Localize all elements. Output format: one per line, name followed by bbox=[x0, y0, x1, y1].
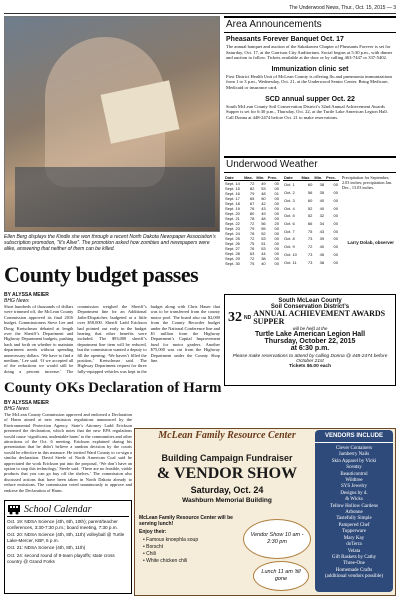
weather-cell: 00 bbox=[333, 190, 338, 196]
vendors-title: VENDORS INCLUDE bbox=[315, 430, 393, 443]
weather-cell: Sept. 18 bbox=[225, 201, 240, 206]
harm-headline: County OKs Declaration of Harm bbox=[4, 380, 222, 396]
budget-byline: BY ALYSSA MEIER bbox=[4, 292, 49, 298]
weather-cell: Sept. 14 bbox=[225, 181, 240, 186]
weather-cell: 51 bbox=[261, 241, 266, 246]
weather-cell: 40 bbox=[261, 261, 266, 266]
vendor-item: Mary Kay bbox=[343, 535, 365, 541]
weather-cell: 43 bbox=[319, 228, 325, 234]
menu-item: • White chicken chili bbox=[143, 558, 188, 564]
weather-header: Min. bbox=[255, 175, 266, 181]
weather-cell: Oct. 1 bbox=[284, 182, 295, 188]
vendor-item: Velata bbox=[347, 548, 361, 554]
menu-item-label: Chili bbox=[146, 551, 156, 557]
weather-cell: Sept. 24 bbox=[225, 231, 240, 236]
weather-cell: 00 bbox=[333, 182, 338, 188]
vendor-item: Beauticontrol bbox=[340, 471, 368, 477]
school-calendar-title: School Calendar bbox=[24, 503, 92, 515]
weather-cell: Sept. 30 bbox=[225, 261, 240, 266]
budget-article bbox=[4, 292, 220, 382]
weather-cell: 00 bbox=[274, 181, 279, 186]
menu-item: • Borscht bbox=[143, 544, 164, 550]
vendor-item: Skin Apparel by Vicki bbox=[331, 458, 377, 464]
weather-row bbox=[283, 181, 339, 189]
weather-cell: 56 bbox=[261, 221, 266, 226]
announcement-title: Immunization clinic set bbox=[271, 65, 349, 73]
vendor-item: Gift Baskets by Cathy bbox=[331, 554, 377, 560]
lunch-bubble: Lunch 11 am 'till gone bbox=[253, 561, 309, 591]
vendor-item: Tupperware bbox=[342, 529, 366, 535]
weather-cell: Oct. 2 bbox=[284, 190, 295, 196]
weather-row bbox=[283, 189, 339, 197]
weather-cell: 60 bbox=[307, 198, 313, 203]
weather-cell: 42 bbox=[261, 201, 266, 206]
weather-header: Date bbox=[283, 175, 301, 181]
budget-headline: County budget passes bbox=[4, 262, 199, 287]
weather-cell: 00 bbox=[274, 216, 279, 221]
weather-cell: 73 bbox=[307, 259, 313, 265]
weather-row bbox=[283, 197, 339, 205]
weather-cell: Sept. 26 bbox=[225, 241, 240, 246]
school-calendar bbox=[4, 500, 132, 594]
scd-will-be-held: will be held at the bbox=[292, 326, 328, 331]
vendor-item: Three-One bbox=[343, 561, 365, 567]
weather-cell: 00 bbox=[274, 201, 279, 206]
vendor-item: Homemade Crafts bbox=[335, 567, 373, 573]
menu-item-label: Borscht bbox=[146, 544, 164, 550]
weather-cell: Oct. 4 bbox=[284, 205, 295, 211]
vendor-item: SYS Jewelry bbox=[341, 484, 367, 490]
weather-cell: Oct. 9 bbox=[284, 244, 295, 250]
weather-cell: 76 bbox=[249, 246, 255, 251]
weather-cell: 38 bbox=[261, 256, 266, 261]
announcement-body: First District Health Unit of McLean County is offering flu and pneumonia immunizations from 1 to 3 p.m., Wednesday, Oct. 21, at the Underwood Senior Center. Bring Medicare, Medicaid or insurance card. bbox=[226, 73, 393, 90]
weather-cell: 73 bbox=[307, 251, 313, 257]
weather-cell: 53 bbox=[261, 246, 266, 251]
weather-row bbox=[283, 220, 339, 228]
fundraiser-org: McLean Family Resource Center bbox=[158, 430, 296, 441]
menu-item: • Chili bbox=[143, 551, 156, 557]
weather-row bbox=[283, 243, 339, 251]
vendor-item: Tastefully Simple bbox=[336, 516, 372, 522]
weather-table-left bbox=[224, 175, 280, 266]
weather-cell: 45 bbox=[319, 251, 325, 257]
vendor-item: Jamberry Nails bbox=[338, 452, 370, 458]
announcement-body: South McLean County Soil Conservation District’s 32nd Annual Achievement Awards Supper is set for 6:30 p.m., Thursday, Oct. 22, at the Turtle Lake American Legion Hall. Call Donna at 448-2474 before Oct. 21 to make reservations. bbox=[226, 103, 388, 120]
fundraiser-menu-intro: McLean Family Resource Center will be serving lunch! bbox=[139, 515, 233, 527]
scd-org-line1: South McLean County bbox=[278, 298, 342, 304]
weather-cell: 00 bbox=[274, 211, 279, 216]
weather-cell: 40 bbox=[319, 205, 325, 211]
weather-cell: 00 bbox=[274, 251, 279, 256]
weather-cell: 49 bbox=[261, 181, 266, 186]
harm-byline-sub: BHG News bbox=[4, 406, 29, 412]
weather-cell: Oct. 10 bbox=[284, 251, 297, 257]
weather-cell: 78 bbox=[249, 231, 255, 236]
weather-cell: 75 bbox=[249, 261, 255, 266]
weather-cell: Sept. 23 bbox=[225, 226, 240, 231]
weather-row bbox=[283, 235, 339, 243]
weather-cell: 00 bbox=[274, 206, 279, 211]
weather-table-right bbox=[283, 175, 339, 266]
weather-cell: 82 bbox=[249, 186, 255, 191]
weather-cell: 80 bbox=[249, 211, 255, 216]
scd-awards-ad bbox=[224, 294, 396, 386]
weather-cell: Oct. 3 bbox=[284, 198, 295, 203]
vendor-item: Arbonne bbox=[345, 510, 363, 516]
weather-row bbox=[283, 212, 339, 220]
weather-cell: 00 bbox=[274, 261, 279, 266]
weather-cell: 00 bbox=[274, 186, 279, 191]
announcement-title: Pheasants Forever Banquet Oct. 17 bbox=[226, 36, 344, 43]
weather-cell: 48 bbox=[261, 191, 266, 196]
vendor-hours-bubble: Vendor Show 10 am - 2:30 pm bbox=[243, 519, 311, 559]
weather-cell: Sept. 19 bbox=[225, 206, 240, 211]
weather-cell: Sept. 17 bbox=[225, 196, 240, 201]
weather-cell: 00 bbox=[333, 259, 338, 265]
menu-item-label: White chicken chili bbox=[146, 558, 188, 564]
weather-cell: 79 bbox=[249, 226, 255, 231]
weather-observer: Larry Dolab, observer bbox=[347, 240, 394, 245]
weather-cell: 40 bbox=[319, 244, 325, 250]
weather-header: Date bbox=[224, 175, 243, 181]
weather-cell: Sept. 21 bbox=[225, 216, 240, 221]
weather-cell: 00 bbox=[274, 196, 279, 201]
weather-cell: 79 bbox=[249, 191, 255, 196]
weather-cell: Sept. 22 bbox=[225, 221, 240, 226]
fundraiser-headline-1: Building Campaign Fundraiser bbox=[161, 453, 293, 463]
weather-cell: 00 bbox=[333, 251, 338, 257]
weather-cell: Sept. 29 bbox=[225, 256, 240, 261]
weather-cell: 66 bbox=[307, 221, 313, 227]
fundraiser-date: Saturday, Oct. 24 bbox=[190, 485, 264, 495]
weather-header: Max. bbox=[243, 175, 255, 181]
weather-cell: 35 bbox=[319, 190, 325, 196]
weather-cell: Sept. 25 bbox=[225, 236, 240, 241]
weather-note: Precipitation for September, 2.03 inches; precipitation Jan. Dec., 13.03 inches. bbox=[342, 175, 393, 190]
area-announcements bbox=[224, 16, 396, 120]
menu-item-label: Famous knoephla soup bbox=[146, 537, 199, 543]
weather-section bbox=[224, 156, 396, 266]
fundraiser-menu-heading: Enjoy their: bbox=[139, 529, 167, 535]
weather-cell: Sept. 28 bbox=[225, 251, 240, 256]
calendar-entry: Oct. 19: NDSA Science (4th, 6th, 10th); parent/teacher conferences, 3:30-7:30 p.m.; board meeting, 7:30 p.m. bbox=[7, 519, 118, 530]
scd-tickets: Tickets $6.00 each bbox=[288, 364, 332, 369]
weather-cell: Sept. 27 bbox=[225, 246, 240, 251]
weather-cell: 60 bbox=[307, 182, 313, 188]
weather-cell: 75 bbox=[249, 241, 255, 246]
harm-body: The McLean County Commission approved and endorsed a Declaration of Harm aimed at new emission regulations announced by the Environmental Protection Agency. State’s Attorney Ladd Erickson presented the declaration, which notes that the new EPA regulations would cause ‘significant, undeniable harm’ to the communities and other attractions of the Oct. 6 meeting. Erickson explained during his presentation that he didn’t believe a random decision by the courts would be effective in this measure. He invited Ward County to co-sign a similar declaration. David Steele of North American Coal said he appreciated the work Erickson put into the proposal. ‘We don’t have an option to stop this technology,’ Steele said. ‘There are no feasible, viable products that you can go buy off the shelves.’ The commission also discussed actions that have been taken in North Dakota already to reduce emissions. The commission voted unanimously to approve and endorse the Declaration of Harm. bbox=[4, 412, 132, 493]
weather-cell: 39 bbox=[319, 236, 325, 242]
weather-cell: Sept. 20 bbox=[225, 211, 240, 216]
weather-cell: 43 bbox=[261, 206, 266, 211]
weather-cell: 00 bbox=[333, 205, 338, 211]
weather-row bbox=[283, 204, 339, 212]
vendor-item: Scentsy bbox=[346, 465, 362, 471]
weather-cell: Oct. 7 bbox=[284, 228, 295, 234]
weather-cell: 44 bbox=[261, 251, 266, 256]
calendar-entry: Oct. 21: NDSA Science (4th, 8th, 11th) bbox=[7, 545, 86, 551]
scd-date: Thursday, October 22, 2015 bbox=[264, 338, 356, 345]
scd-number: 32 bbox=[228, 310, 242, 325]
weather-cell: 49 bbox=[261, 211, 266, 216]
weather-cell: 00 bbox=[274, 256, 279, 261]
weather-cell: Sept. 15 bbox=[225, 186, 240, 191]
vendor-item: Designs by d. bbox=[340, 490, 368, 496]
weather-row bbox=[283, 258, 339, 266]
weather-cell: Oct. 5 bbox=[284, 213, 295, 219]
budget-body: Short hundreds of thousands of dollars were trimmed off, the McLean County Commission approved its final 2016 budget. Commissioners Steve Lee and Doug Kretschmar debated at length over the Sheriff’s Department and Highway Department budgets, pushing back and forth on whether to maintain department needs without spending unnecessary dollars. ‘We have to find a medium,’ Lee said. ‘If we accepted all of the reductions we would still be doing a percent increase.’ The commission weighed the Sheriff’s Department line for an Additional Jailer/Dispatcher, budgeted at a little over $58,000. Sheriff Ladd Erickson had pointed out early in the budget hearing that other benefits were included. The $93,000 sheriff’s department line item will be reduced, but the commission wanted a deputy to fill the opening. ‘We haven’t filled the position,’ Kretschmar said. The Highway Department request for three fully-equipped vehicles was kept in the budget along with Chris Hauer that was to be transferred from the county motor pool. The board also cut $2,000 from the County Recorder budget under the National Conference line and $1 million from the Highway Department’s Capital Improvement fund for motor graders. Another $75,000 was cut from the Highway Department under the County Shop line. bbox=[4, 304, 220, 374]
weather-cell: 65 bbox=[249, 196, 255, 201]
weather-cell: 38 bbox=[319, 182, 325, 188]
fundraiser-menu-list bbox=[143, 537, 239, 565]
weather-cell: 34 bbox=[319, 221, 325, 227]
weather-cell: 00 bbox=[274, 246, 279, 251]
weather-cell: 00 bbox=[333, 198, 338, 203]
weather-cell: 48 bbox=[261, 216, 266, 221]
weather-cell: 53 bbox=[261, 236, 266, 241]
announcement-body: The annual banquet and auction of the Sakakawea Chapter of Pheasants Forever is set for Saturday, Oct. 17, at the Garrison City Auditorium. Social begins at 5:30 p.m., with dinner and auction to follow. Tickets available at the door or by calling 463-7447 or 337-5402. bbox=[226, 44, 393, 61]
vendor-item: & Wicks bbox=[345, 497, 363, 503]
weather-cell: 78 bbox=[249, 216, 255, 221]
weather-row bbox=[283, 227, 339, 235]
scd-note: Please make reservations to attend by calling Donna @ 448-2474 before October 21st bbox=[232, 354, 388, 364]
weather-cell: Oct. 8 bbox=[284, 236, 295, 242]
calendar-entry: Oct. 20: NDSA Science (4th, 8th, 11th) volleyball @ Turtle Lake-Mercer, KBF, 5 p.m. bbox=[7, 532, 125, 543]
weather-cell: 50 bbox=[261, 196, 266, 201]
weather-cell: 00 bbox=[333, 236, 338, 242]
scd-number-suffix: ND bbox=[244, 315, 252, 321]
vendor-item: Wildtree bbox=[345, 478, 363, 484]
weather-cell: 76 bbox=[249, 206, 255, 211]
scd-org-line2: Soil Conservation District’s bbox=[270, 304, 350, 310]
weather-cell: 63 bbox=[249, 251, 255, 256]
scd-title: ANNUAL ACHIEVEMENT AWARDS SUPPER bbox=[253, 309, 386, 326]
weather-cell: 52 bbox=[261, 231, 266, 236]
page-header: The Underwood News, Thur., Oct. 15, 2015 — 3 bbox=[4, 2, 396, 14]
area-announcements-title: Area Announcements bbox=[224, 16, 396, 33]
weather-cell: 73 bbox=[307, 236, 313, 242]
scd-place: Turtle Lake American Legion Hall bbox=[254, 331, 366, 338]
scd-time: at 6:30 p.m. bbox=[290, 345, 330, 352]
vendor-item: Tellow Hollow Gardens bbox=[330, 503, 378, 509]
weather-title: Underwood Weather bbox=[224, 156, 396, 173]
menu-item: • Famous knoephla soup bbox=[143, 537, 199, 543]
weather-cell: Sept. 16 bbox=[225, 191, 240, 196]
news-photo bbox=[4, 16, 220, 232]
weather-cell: 72 bbox=[249, 181, 255, 186]
weather-header: Max. bbox=[301, 175, 314, 181]
weather-cell: 00 bbox=[274, 236, 279, 241]
weather-cell: 00 bbox=[333, 221, 338, 227]
weather-cell: 00 bbox=[274, 231, 279, 236]
weather-cell: 72 bbox=[249, 221, 255, 226]
harm-byline: BY ALYSSA MEIER bbox=[4, 400, 49, 406]
weather-cell: 53 bbox=[261, 186, 266, 191]
photo-background bbox=[15, 167, 215, 227]
calendar-entry: Oct. 24: second round of 8-team playoffs; state cross country @ Grand Forks bbox=[7, 552, 115, 564]
weather-cell: 00 bbox=[333, 244, 338, 250]
weather-header: Min. bbox=[313, 175, 325, 181]
weather-row bbox=[283, 250, 339, 258]
weather-header: Prec. bbox=[267, 175, 280, 181]
weather-header: Prec. bbox=[325, 175, 339, 181]
weather-cell: 72 bbox=[307, 244, 313, 250]
budget-byline-sub: BHG News bbox=[4, 298, 29, 304]
fundraiser-headline-2: & VENDOR SHOW bbox=[156, 465, 298, 482]
weather-cell: 75 bbox=[307, 228, 313, 234]
weather-row bbox=[224, 261, 280, 266]
weather-cell: 55 bbox=[261, 226, 266, 231]
vendor-item: Pampered Chef bbox=[338, 522, 370, 528]
weather-cell: 72 bbox=[249, 236, 255, 241]
weather-cell: 01 bbox=[274, 191, 279, 196]
school-bus-icon bbox=[7, 503, 21, 515]
weather-cell: Oct. 6 bbox=[284, 221, 295, 227]
harm-article bbox=[4, 400, 396, 412]
weather-cell: 72 bbox=[249, 256, 255, 261]
weather-cell: 00 bbox=[333, 228, 338, 234]
weather-cell: Oct. 11 bbox=[284, 259, 297, 265]
weather-cell: 67 bbox=[249, 201, 255, 206]
vendors-panel bbox=[315, 430, 393, 592]
weather-cell: 20 bbox=[274, 221, 279, 226]
weather-cell: 00 bbox=[333, 213, 338, 219]
weather-cell: 52 bbox=[307, 205, 313, 211]
weather-cell: 56 bbox=[307, 190, 313, 196]
announcement-title: SCD annual supper Oct. 22 bbox=[265, 95, 355, 103]
weather-cell: 40 bbox=[319, 198, 325, 203]
weather-cell: 38 bbox=[319, 259, 325, 265]
weather-cell: 52 bbox=[307, 213, 313, 219]
vendors-list bbox=[315, 443, 393, 581]
vendor-item: (additional vendors possible) bbox=[324, 574, 384, 580]
fundraiser-place: Washburn Memorial Building bbox=[182, 497, 272, 504]
vendor-item: Clever Containers bbox=[335, 446, 373, 451]
weather-cell: 00 bbox=[274, 241, 279, 246]
vendor-item: doTerra bbox=[346, 542, 362, 548]
weather-cell: 00 bbox=[274, 226, 279, 231]
weather-cell: 32 bbox=[319, 213, 325, 219]
photo-caption: Ellen Berg displays the Kindle she won through a recent North Dakota Newspaper Association’s subscription promotion, "It’s Alive". The promotion asked how zombies and newspapers were alike, answering that neither of them can be killed. bbox=[4, 234, 216, 252]
